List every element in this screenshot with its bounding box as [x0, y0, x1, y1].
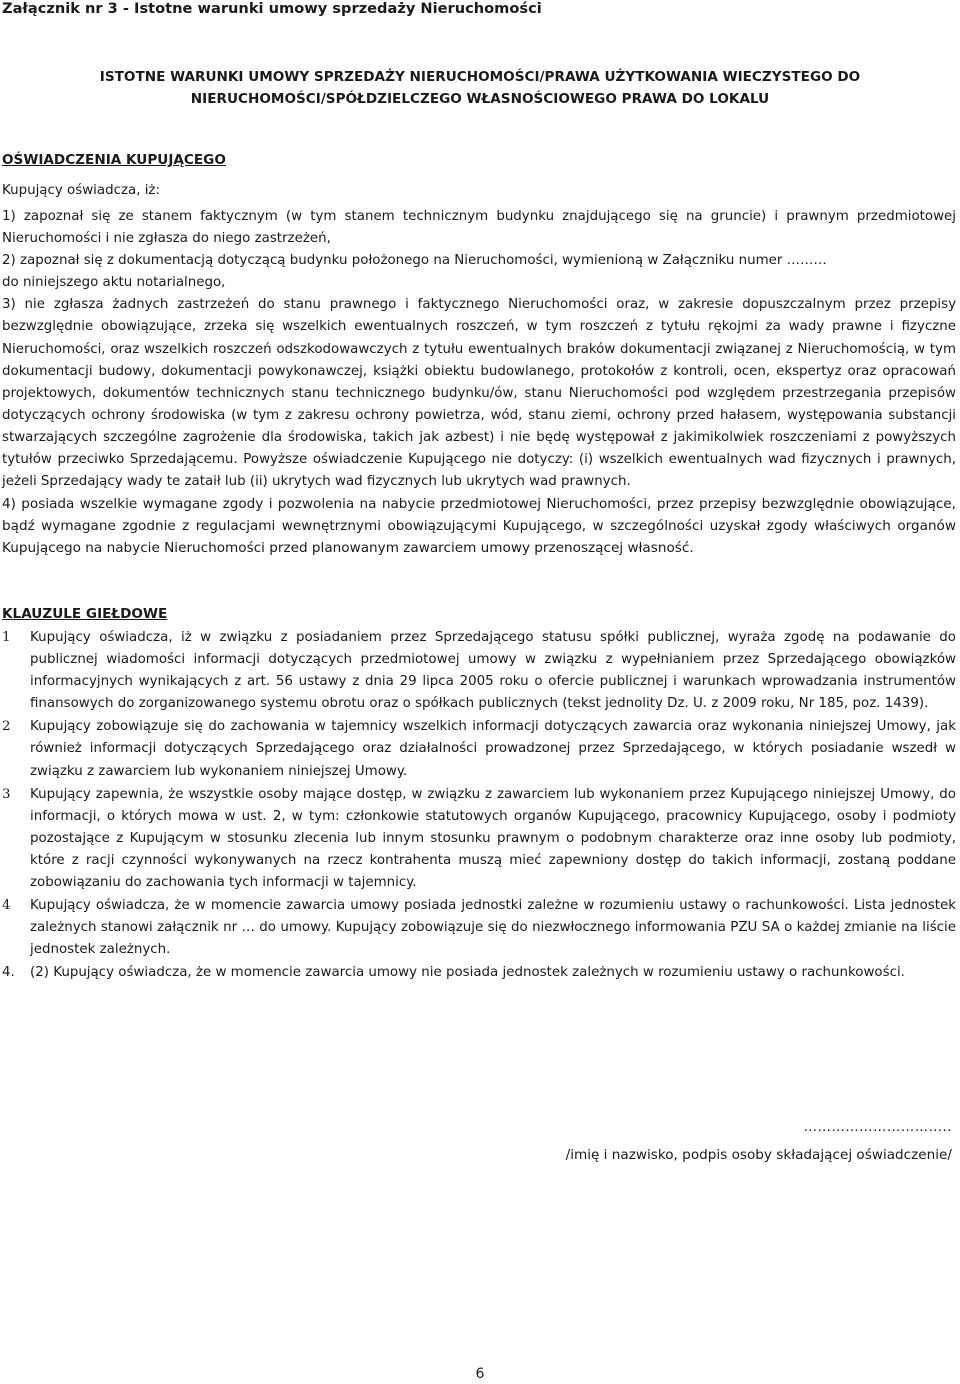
stock-clause-item — [2, 716, 956, 782]
declarations-heading: OŚWIADCZENIA KUPUJĄCEGO — [2, 152, 226, 168]
clause-number: 1 — [2, 630, 11, 645]
main-title-line-1: ISTOTNE WARUNKI UMOWY SPRZEDAŻY NIERUCHOMOŚCI/PRAWA UŻYTKOWANIA WIECZYSTEGO DO — [99, 69, 861, 85]
stock-clause-item — [2, 784, 956, 894]
stock-clause-item — [2, 895, 956, 961]
clause-number: 3 — [2, 786, 11, 802]
clause-number: 4. — [2, 965, 15, 981]
stock-clause-item — [2, 627, 956, 715]
annex-title: Załącznik nr 3 - Istotne warunki umowy sprzedaży Nieruchomości — [2, 0, 542, 17]
declaration-point-3: 3) nie zgłasza żadnych zastrzeżeń do stanu prawnego i faktycznego Nieruchomości oraz, w zakresie dopuszczalnym przez przepisy bezwzględnie obowiązujące, zrzeka się wszelkich ewentualnych roszczeń, w tym roszczeń z tytułu rękojmi za wady prawne i fizyczne Nieruchomości, oraz wszelkich roszczeń odszkodowawczych z tytułu ewentualnych braków dokumentacji związanej z Nieruchomością, w tym dokumentacji budowy, dokumentacji powykonawczej, książki obiektu budowlanego, protokołów z kontroli, ocen, ekspertyz oraz opracowań projektowych, dokumentów technicznych stanu technicznego budynku/ów, stanu Nieruchomości pod względem przestrzegania przepisów dotyczących ochrony środowiska (w tym z zakresu ochrony powietrza, wód, stanu ziemi, ochrony przed hałasem, występowania substancji stwarzających szczególne zagrożenie dla środowiska, takich jak azbest) i nie będę występował z jakimikolwiek roszczeniami z powyższych tytułów przeciwko Sprzedającemu. Powyższe oświadczenie Kupującego nie dotyczy: (i) wszelkich ewentualnych wad fizycznych i prawnych, jeżeli Sprzedający wady te zataił lub (ii) ukrytych wad fizycznych lub ukrytych wad prawnych. — [2, 297, 956, 490]
clause-text: Kupujący zapewnia, że wszystkie osoby mające dostęp, w związku z zawarciem lub wykonaniem przez Kupującego niniejszej Umowy, do informacji, o których mowa w ust. 2, w tym: członkowie statutowych organów Kupującego, pracownicy Kupującego, osoby i podmioty pozostające z Kupującym w stosunku zlecenia lub innym stosunku prawnym o podobnym charakterze oraz inne osoby lub podmioty, które z racji czynności wykonywanych na rzecz kontrahenta muszą mieć zapewniony dostęp do takich informacji, zostaną poddane zobowiązaniu do zachowania tych informacji w tajemnicy. — [30, 786, 956, 891]
declaration-point-2: 2) zapoznał się z dokumentacją dotyczącą budynku położonego na Nieruchomości, wymienioną w Załączniku numer ……… — [2, 253, 827, 269]
page-number: 6 — [475, 1366, 485, 1382]
stock-clauses-list — [2, 627, 956, 986]
main-title-line-2: NIERUCHOMOŚCI/SPÓŁDZIELCZEGO WŁASNOŚCIOWEGO PRAWA DO LOKALU — [190, 91, 770, 107]
stock-clauses-heading: KLAUZULE GIEŁDOWE — [2, 606, 168, 622]
clause-text: Kupujący zobowiązuje się do zachowania w tajemnicy wszelkich informacji dotyczących zawarcia oraz wykonania niniejszej Umowy, jak również informacji dotyczących Sprzedającego oraz działalności prowadzonej przez Sprzedającego, w których posiadanie wszedł w związku z zawarciem lub wykonaniem niniejszej Umowy. — [30, 719, 956, 779]
clause-text: Kupujący oświadcza, że w momencie zawarcia umowy posiada jednostki zależne w rozumieniu ustawy o rachunkowości. Lista jednostek zależnych stanowi załącznik nr … do umowy. Kupujący zobowiązuje się do niezwłocznego informowania PZU SA o każdej zmianie na liście jednostek zależnych. — [30, 898, 956, 958]
clause-number: 2 — [2, 719, 11, 735]
clause-number: 4 — [2, 898, 11, 914]
signature-line: ………………………….. — [803, 1120, 952, 1135]
clause-text: Kupujący oświadcza, iż w związku z posiadaniem przez Sprzedającego statusu spółki publicznej, wyraża zgodę na podawanie do publicznej wiadomości informacji dotyczących przedmiotowej umowy w związku z wypełnianiem przez Sprzedającego obowiązków informacyjnych wynikających z art. 56 ustawy z dnia 29 lipca 2005 roku o ofercie publicznej i warunkach wprowadzania instrumentów finansowych do zorganizowanego systemu obrotu oraz o spółkach publicznych (tekst jednolity Dz. U. z 2009 roku, Nr 185, poz. 1439). — [30, 630, 956, 712]
signature-label: /imię i nazwisko, podpis osoby składającej oświadczenie/ — [565, 1147, 952, 1163]
main-title — [0, 66, 960, 110]
clause-text: (2) Kupujący oświadcza, że w momencie zawarcia umowy nie posiada jednostek zależnych w rozumieniu ustawy o rachunkowości. — [30, 965, 905, 981]
declarations-intro: Kupujący oświadcza, iż: — [2, 183, 160, 198]
declaration-point-1: 1) zapoznał się ze stanem faktycznym (w tym stanem technicznym budynku znajdującego się na gruncie) i prawnym przedmiotowej Nieruchomości i nie zgłasza do niego zastrzeżeń, — [2, 209, 956, 247]
declaration-point-4: 4) posiada wszelkie wymagane zgody i pozwolenia na nabycie przedmiotowej Nieruchomości, przez przepisy bezwzględnie obowiązujące, bądź wymagane zgodnie z regulacjami wewnętrznymi obowiązującymi Kupującego, w szczególności uzyskał zgody właściwych organów Kupującego na nabycie Nieruchomości przed planowanym zawarciem umowy przenoszącej własność. — [2, 496, 956, 557]
declarations-body — [2, 206, 956, 560]
declaration-point-2-continuation: do niniejszego aktu notarialnego, — [2, 275, 226, 291]
stock-clause-item — [2, 962, 956, 984]
